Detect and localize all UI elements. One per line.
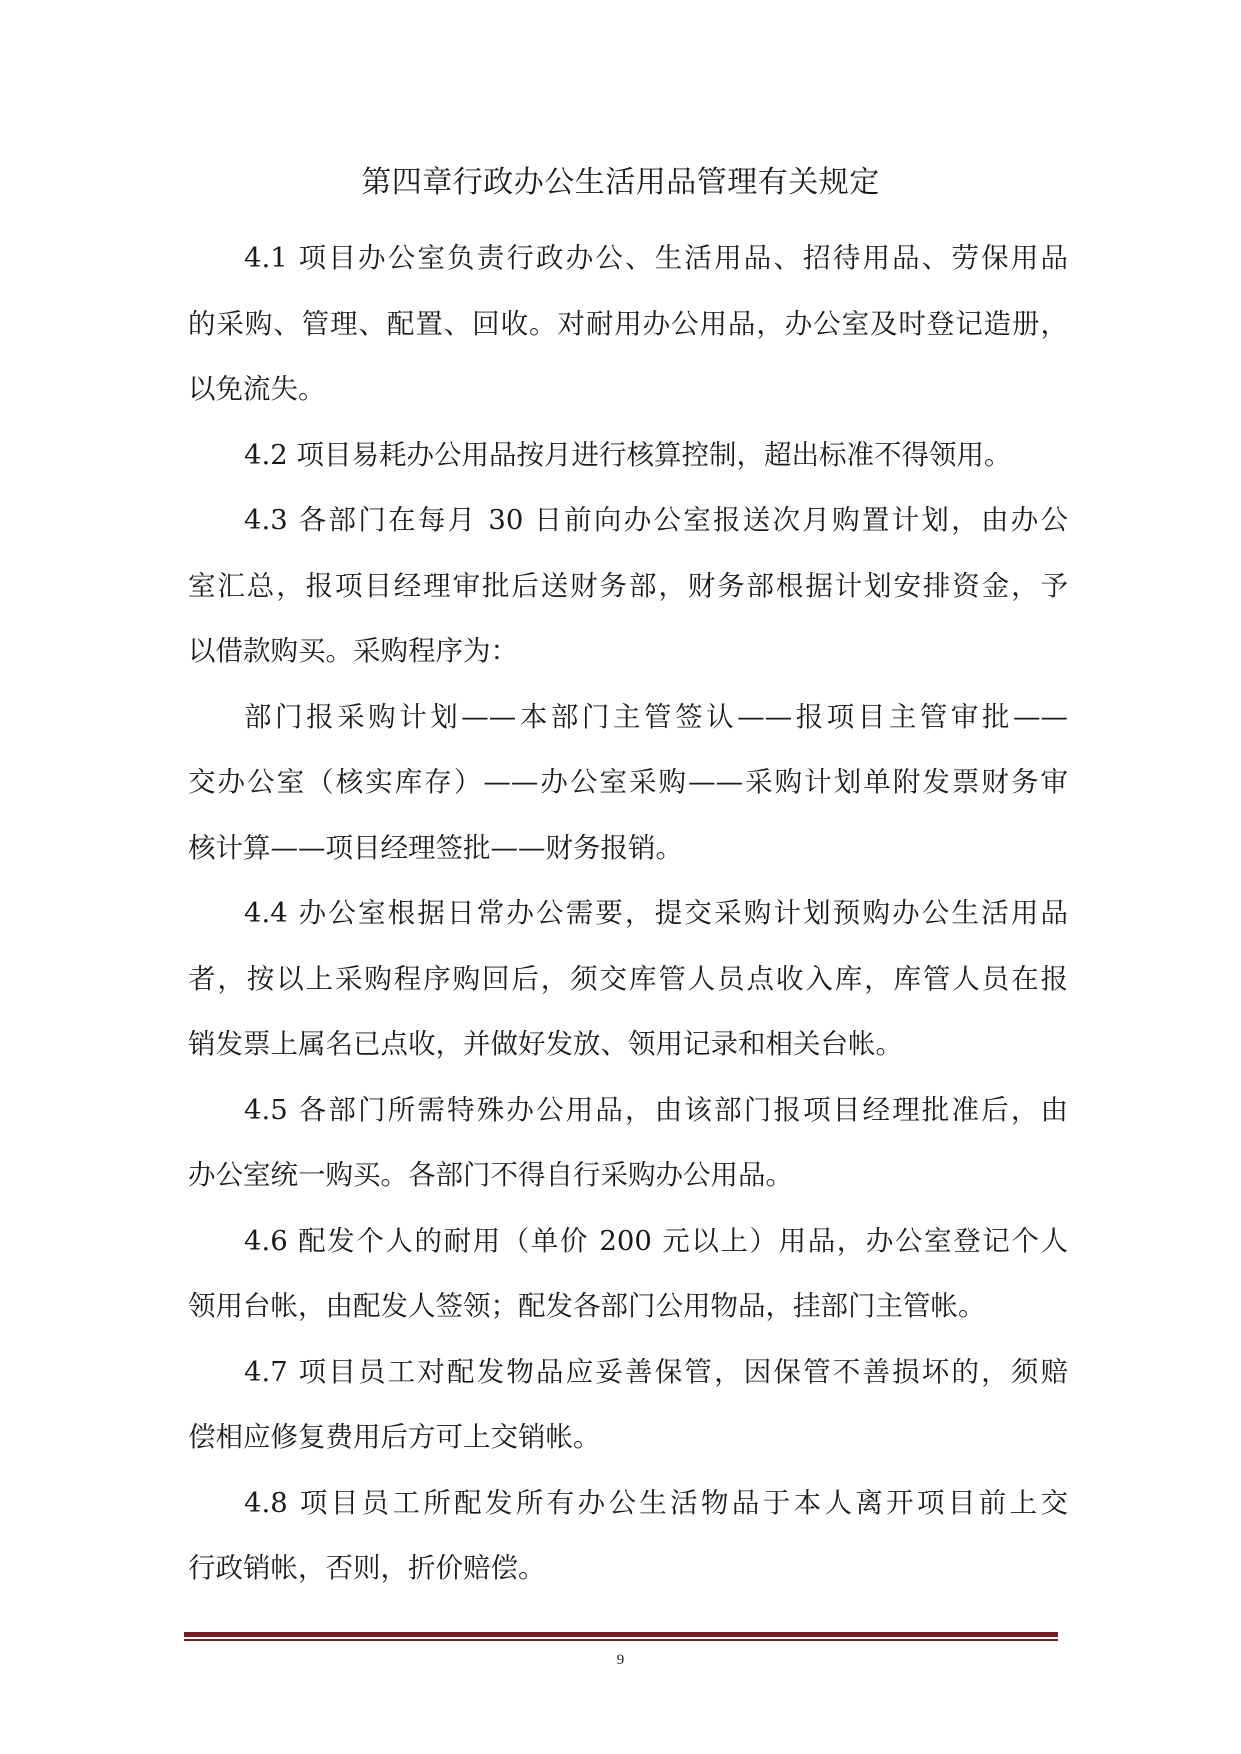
text-line: 以免流失。 [188, 373, 326, 405]
text-line: 4.5 各部门所需特殊办公用品，由该部门报项目经理批准后，由 [244, 1093, 1068, 1126]
text-line: 4.4 办公室根据日常办公需要，提交采购计划预购办公生活用品 [244, 897, 1068, 929]
text-line: 交办公室（核实库存）——办公室采购——采购计划单附发票财务审 [188, 766, 1068, 798]
text-line: 室汇总，报项目经理审批后送财务部，财务部根据计划安排资金，予 [188, 569, 1068, 602]
document-body [188, 226, 1068, 1602]
text-line: 的采购、管理、配置、回收。对耐用办公用品，办公室及时登记造册， [188, 307, 1068, 340]
paragraph-4-4 [188, 881, 1068, 1078]
paragraph-4-2 [188, 423, 1068, 489]
text-line: 4.7 项目员工对配发物品应妥善保管，因保管不善损坏的，须赔 [244, 1355, 1068, 1388]
page-number: 9 [616, 1652, 625, 1668]
text-line: 以借款购买。采购程序为： [188, 635, 518, 667]
footer-rule-thin [184, 1639, 1058, 1641]
text-line: 4.2 项目易耗办公用品按月进行核算控制，超出标准不得领用。 [244, 438, 1012, 471]
footer-rule-thick [184, 1632, 1058, 1637]
text-line: 行政销帐，否则，折价赔偿。 [188, 1552, 546, 1584]
text-line: 4.1 项目办公室负责行政办公、生活用品、招待用品、劳保用品 [244, 242, 1068, 274]
chapter-title: 第四章行政办公生活用品管理有关规定 [361, 165, 880, 200]
paragraph-4-3 [188, 488, 1068, 685]
paragraph-procurement-flow [188, 685, 1068, 882]
paragraph-4-7 [188, 1340, 1068, 1471]
footer-divider [184, 1632, 1058, 1641]
paragraph-4-5 [188, 1078, 1068, 1209]
paragraph-4-6 [188, 1209, 1068, 1340]
text-line: 核计算——项目经理签批——财务报销。 [188, 831, 683, 864]
text-line: 4.8 项目员工所配发所有办公生活物品于本人离开项目前上交 [244, 1486, 1068, 1519]
text-line: 4.6 配发个人的耐用（单价 200 元以上）用品，办公室登记个人 [244, 1224, 1068, 1257]
text-line: 者，按以上采购程序购回后，须交库管人员点收入库，库管人员在报 [188, 962, 1068, 995]
paragraph-4-8 [188, 1471, 1068, 1602]
text-line: 部门报采购计划——本部门主管签认——报项目主管审批—— [244, 700, 1068, 733]
text-line: 销发票上属名已点收，并做好发放、领用记录和相关台帐。 [188, 1028, 903, 1060]
text-line: 4.3 各部门在每月 30 日前向办公室报送次月购置计划，由办公 [244, 504, 1068, 536]
text-line: 领用台帐，由配发人签领；配发各部门公用物品，挂部门主管帐。 [188, 1290, 986, 1322]
paragraph-4-1 [188, 226, 1068, 423]
text-line: 办公室统一购买。各部门不得自行采购办公用品。 [188, 1159, 793, 1191]
text-line: 偿相应修复费用后方可上交销帐。 [188, 1421, 601, 1453]
